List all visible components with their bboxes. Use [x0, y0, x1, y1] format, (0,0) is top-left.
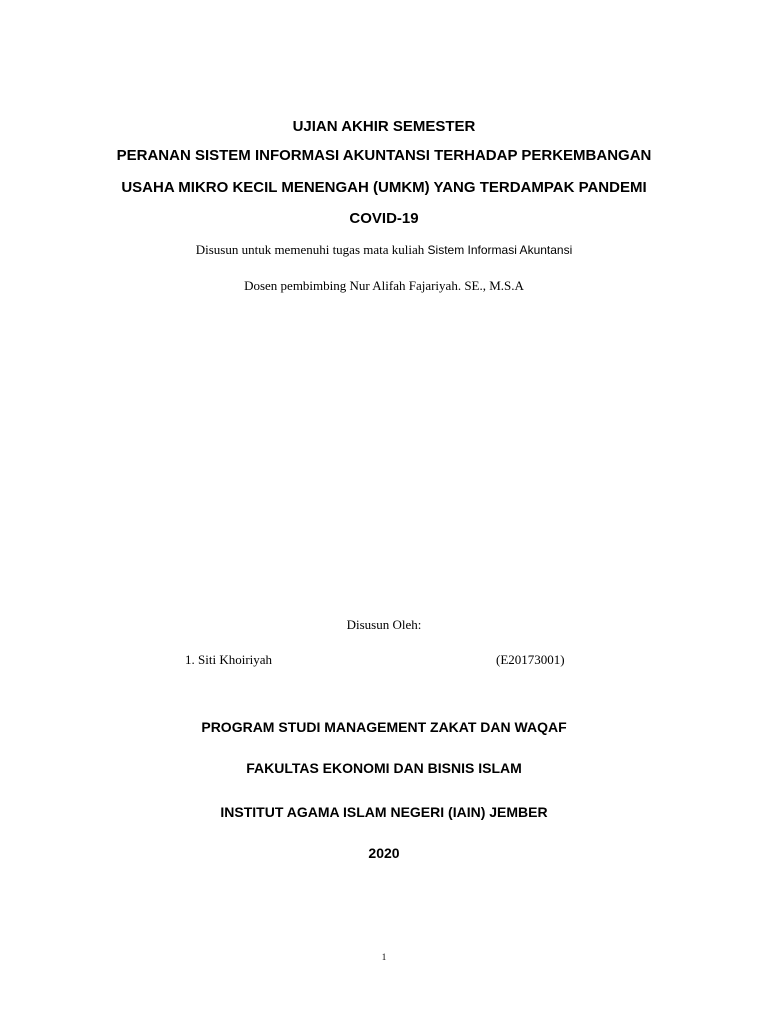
author-name: 1. Siti Khoiriyah: [185, 652, 273, 667]
year: 2020: [368, 845, 400, 861]
author-row: [185, 652, 585, 670]
paper-title-line-3: COVID-19: [349, 210, 419, 227]
supervisor-line: Dosen pembimbing Nur Alifah Fajariyah. SE., M.S.A: [244, 278, 524, 293]
author-student-id: (E20173001): [496, 652, 565, 667]
faculty: FAKULTAS EKONOMI DAN BISNIS ISLAM: [246, 760, 522, 776]
exam-title: UJIAN AKHIR SEMESTER: [292, 118, 476, 135]
paper-title-line-1: PERANAN SISTEM INFORMASI AKUNTANSI TERHADAP PERKEMBANGAN: [116, 147, 652, 164]
authors-heading: Disusun Oleh:: [346, 617, 422, 632]
purpose-prefix: Disusun untuk memenuhi tugas mata kuliah: [195, 242, 428, 257]
course-name: Sistem Informasi Akuntansi: [427, 243, 573, 257]
study-program: PROGRAM STUDI MANAGEMENT ZAKAT DAN WAQAF: [201, 719, 567, 735]
university: INSTITUT AGAMA ISLAM NEGERI (IAIN) JEMBER: [220, 804, 548, 820]
purpose-line: [0, 242, 768, 258]
paper-title-line-2: USAHA MIKRO KECIL MENENGAH (UMKM) YANG TERDAMPAK PANDEMI: [121, 179, 647, 196]
page-number: 1: [381, 952, 387, 962]
